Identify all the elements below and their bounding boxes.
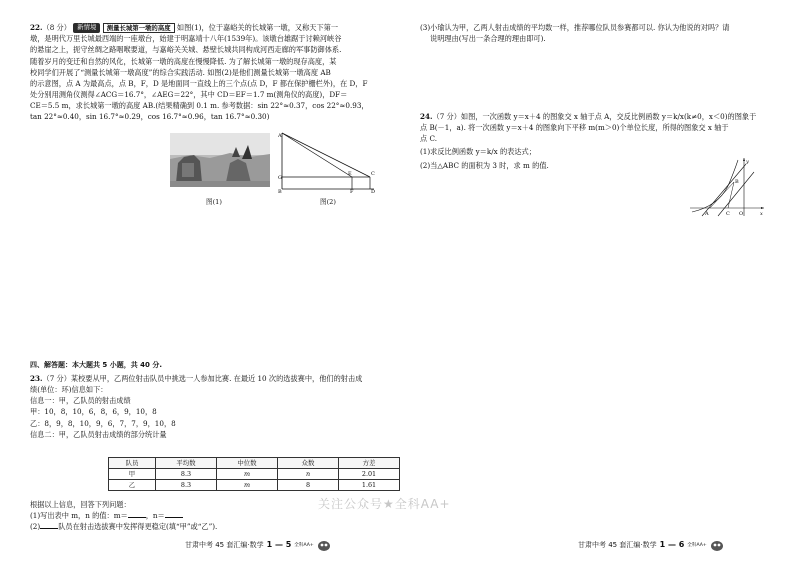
q23-after-3: (2)	[30, 522, 41, 532]
q23-after-0: 根据以上信息，回答下列问题：	[30, 500, 131, 509]
table-cell: 8.3	[156, 469, 217, 480]
q24-line-0: （7 分）如图，一次函数 y＝x＋4 的图象交 x 轴于点 A，交反比例函数 y＝k/x(k≠0，x＜0)的图象于	[432, 112, 757, 121]
table-header-row	[109, 458, 400, 469]
table-header-cell: 队员	[109, 458, 156, 469]
q22-line-1: 墩，是明代万里长城最西端的一座墩台，始建于明嘉靖十八年(1539年)。该墩台雄踞于讨赖河峡谷	[30, 34, 342, 44]
answer-blank-player[interactable]	[40, 521, 58, 529]
graph-label-c: C	[726, 211, 730, 217]
q22-line-2: 的悬崖之上，扼守丝绸之路咽喉要道，与嘉峪关关城、悬壁长城共同构成河西走廊的军事防御体系.	[30, 45, 342, 55]
table-cell: 2.01	[339, 469, 400, 480]
q22-line-6: 处分别用测角仪测得∠ACG＝16.7°，∠AEG＝22°，其中 CD＝EF＝1.7 m(测角仪的高度)，DF＝	[30, 90, 348, 100]
label-b: B	[278, 189, 282, 193]
q24-line-2: 点 C.	[420, 134, 437, 144]
q24-line-1: 点 B(－1，a). 将一次函数 y＝x＋4 的图象向下平移 m(m＞0)个单位长度，所得的图象交 x 轴于	[420, 123, 729, 133]
q22-line-3: 随着岁月的变迁和自然的风化，长城第一墩的高度在慢慢降低. 为了解长城第一墩的现存高度，某	[30, 56, 337, 66]
q23-after-5: (3)小瑜认为甲，乙两人射击成绩的平均数一样，推荐哪位队员参赛都可以. 你认为他说的对吗？请	[420, 23, 730, 32]
table-row	[109, 480, 400, 491]
answer-blank-n[interactable]	[165, 510, 183, 518]
label-a: A	[278, 133, 282, 139]
footer-right-text: 甘肃中考 45 套汇编·数学	[578, 540, 657, 549]
table-cell: 8.3	[156, 480, 217, 491]
q23-number: 23.	[30, 374, 43, 383]
q22-line-7: CE＝5.5 m，求长城第一墩的高度 AB.(结果精确到 0.1 m. 参考数据：sin 22°≈0.37，cos 22°≈0.93，	[30, 101, 369, 111]
question-23	[30, 373, 390, 440]
table-cell: 1.61	[339, 480, 400, 491]
footer-left-page: 1 — 5	[266, 540, 292, 549]
label-e: E	[348, 171, 352, 177]
q23-after-2: ，n＝	[145, 511, 165, 521]
q22-tag-title: 测量长城第一墩的高度	[103, 23, 175, 34]
q22-line-4: 校同学们开展了“测量长城第一墩高度”的综合实践活动. 如图(2)是他们测量长城第一墩高度 AB	[30, 67, 331, 77]
great-wall-photo-drawing	[170, 133, 270, 187]
q23-after-4: 队员在射击选拔赛中发挥得更稳定(填“甲”或“乙”).	[58, 522, 218, 532]
label-g: G	[278, 175, 282, 181]
great-wall-photo	[170, 133, 270, 187]
footer-left	[185, 539, 331, 551]
table-header-cell: 众数	[278, 458, 339, 469]
q22-line-8: tan 22°≈0.40，sin 16.7°≈0.29，cos 16.7°≈0.96，tan 16.7°≈0.30)	[30, 112, 270, 122]
owl-logo-icon	[710, 539, 724, 551]
footer-right-mark: 全科AA+	[687, 542, 707, 548]
q23-line-5: 信息二：甲，乙队员射击成绩的部分统计量	[30, 429, 167, 439]
graph-label-b: B	[735, 179, 739, 185]
q23-line-1: 绩(单位：环)信息如下：	[30, 385, 108, 395]
question-22	[30, 22, 390, 123]
q23-stats-table	[108, 457, 400, 491]
label-c: C	[371, 171, 375, 177]
q24-graph	[688, 156, 766, 218]
q24-line-4: (2)当△ABC 的面积为 3 时，求 m 的值.	[420, 160, 549, 170]
footer-right	[578, 539, 724, 551]
graph-label-y: y	[746, 159, 749, 165]
label-f: F	[350, 189, 354, 193]
table-header-cell: 平均数	[156, 458, 217, 469]
q22-figures	[170, 133, 376, 213]
q23-line-0: （7 分）某校要从甲，乙两位射击队员中挑选一人参加比赛. 在最近 10 次的选拔赛中，他们的射击成	[42, 374, 363, 383]
q22-line-0: 如图(1)，位于嘉峪关的长城第一墩，又称天下第一	[176, 23, 339, 32]
table-cell: 乙	[109, 480, 156, 491]
footer-left-text: 甘肃中考 45 套汇编·数学	[185, 540, 264, 549]
new-context-tag: 新情境	[73, 23, 100, 32]
q23-line-4: 乙：8，9，8，10，9，6，7，7，9，10，8	[30, 418, 176, 428]
fig1-caption: 图(1)	[206, 198, 222, 206]
table-header-cell: 方差	[339, 458, 400, 469]
owl-logo-icon	[317, 539, 331, 551]
section-4-title: 四、解答题：本大题共 5 小题，共 40 分.	[30, 361, 163, 369]
q22-line-5: 的示意图，点 A 为最高点，点 B，F，D 是地面同一直线上的三个点(点 D，F 都在保护栅栏外)，在 D，F	[30, 78, 368, 88]
table-cell: 8	[278, 480, 339, 491]
q23-after-6: 说明理由(写出一条合理的理由即可).	[430, 34, 546, 44]
q23-line-3: 甲：10，8，10，6，8，6，9，10，8	[30, 407, 157, 417]
footer-left-mark: 全科AA+	[294, 542, 314, 548]
fig2-diagram	[278, 131, 378, 193]
table-row	[109, 469, 400, 480]
table-cell: n	[278, 469, 339, 480]
table-header-cell: 中位数	[217, 458, 278, 469]
q23-part3	[420, 22, 770, 44]
q24-number: 24.	[420, 112, 433, 121]
graph-label-o: O	[739, 211, 744, 217]
q23-line-2: 信息一：甲，乙队员的射击成绩	[30, 396, 131, 406]
q22-score: （8 分）	[42, 23, 71, 32]
q23-after-1: (1)写出表中 m，n 的值：m＝	[30, 511, 128, 521]
table-cell: m	[217, 480, 278, 491]
watermark: 关注公众号★全科AA+	[318, 497, 451, 511]
graph-label-a: A	[705, 211, 709, 217]
q22-number: 22.	[30, 23, 43, 32]
answer-blank-m[interactable]	[128, 510, 146, 518]
footer-right-page: 1 — 6	[659, 540, 685, 549]
graph-label-x: x	[760, 211, 763, 217]
table-cell: m	[217, 469, 278, 480]
q24-line-3: (1)求反比例函数 y＝k/x 的表达式；	[420, 147, 536, 157]
table-cell: 甲	[109, 469, 156, 480]
label-d: D	[371, 189, 376, 193]
fig2-caption: 图(2)	[320, 198, 336, 206]
